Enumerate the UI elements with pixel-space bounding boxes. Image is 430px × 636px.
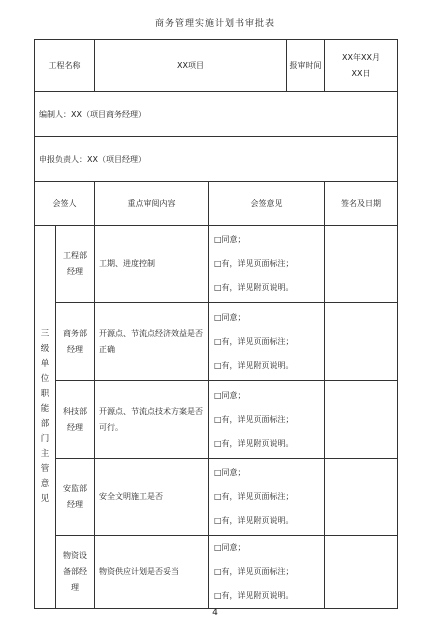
opinion-options bbox=[209, 536, 325, 609]
dept-name: 物资设 备部经 理 bbox=[56, 536, 95, 609]
header-row bbox=[35, 40, 398, 92]
signature-cell[interactable] bbox=[325, 459, 398, 536]
option-see-attachment[interactable]: □有，详见附页说明。 bbox=[214, 360, 294, 370]
option-see-attachment[interactable]: □有，详见附页说明。 bbox=[214, 591, 294, 600]
report-time-label: 报审时间 bbox=[286, 40, 324, 91]
option-see-page-marks[interactable]: □有，详见页面标注； bbox=[214, 336, 294, 346]
option-see-page-marks[interactable]: □有，详见页面标注； bbox=[214, 414, 294, 424]
review-content: 工期、进度控制 bbox=[95, 226, 209, 303]
opinion-options bbox=[209, 459, 325, 536]
column-opinion: 会签意见 bbox=[209, 182, 325, 226]
page-number: 4 bbox=[212, 608, 218, 618]
dept-name: 科技部 经理 bbox=[56, 381, 95, 459]
opinion-options bbox=[209, 226, 325, 303]
signature-cell[interactable] bbox=[325, 536, 398, 609]
table-row bbox=[35, 226, 398, 303]
opinion-options bbox=[209, 381, 325, 459]
form-title: 商务管理实施计划书审批表 bbox=[154, 19, 275, 29]
column-signer: 会签人 bbox=[35, 182, 95, 226]
review-content: 物资供应计划是否妥当 bbox=[95, 536, 209, 609]
option-agree[interactable]: □同意； bbox=[214, 390, 246, 400]
signature-cell[interactable] bbox=[325, 226, 398, 303]
review-content: 开源点、节流点经济效益是否正确 bbox=[95, 303, 209, 381]
column-signature-date: 签名及日期 bbox=[325, 182, 398, 226]
applicant-row bbox=[35, 137, 398, 182]
option-see-attachment[interactable]: □有，详见附页说明。 bbox=[214, 438, 294, 448]
dept-name: 工程部 经理 bbox=[56, 226, 95, 303]
applicant-text: 申报负责人：XX（项目经理） bbox=[35, 137, 398, 182]
side-label-vertical: 三 级 单 位 职 能 部 门 主 管 意 见 bbox=[35, 226, 56, 609]
dept-name: 商务部 经理 bbox=[56, 303, 95, 381]
opinion-options bbox=[209, 303, 325, 381]
table-row bbox=[35, 381, 398, 459]
table-row bbox=[35, 459, 398, 536]
option-agree[interactable]: □同意； bbox=[214, 235, 246, 244]
report-time-line1: XX年XX月 bbox=[342, 52, 380, 62]
option-see-attachment[interactable]: □有，详见附页说明。 bbox=[214, 283, 294, 292]
review-content: 开源点、节流点技术方案是否可行。 bbox=[95, 381, 209, 459]
option-see-attachment[interactable]: □有，详见附页说明。 bbox=[214, 516, 294, 525]
dept-name: 安监部 经理 bbox=[56, 459, 95, 536]
table-row bbox=[35, 536, 398, 609]
option-agree[interactable]: □同意； bbox=[214, 543, 246, 552]
option-see-page-marks[interactable]: □有，详见页面标注； bbox=[214, 259, 294, 268]
report-time-line2: XX日 bbox=[351, 68, 371, 78]
option-see-page-marks[interactable]: □有，详见页面标注； bbox=[214, 567, 294, 576]
project-name-value: XX项目 bbox=[177, 61, 204, 70]
signature-cell[interactable] bbox=[325, 381, 398, 459]
review-content: 安全文明施工是否 bbox=[95, 459, 209, 536]
column-header-row bbox=[35, 182, 398, 226]
option-agree[interactable]: □同意； bbox=[214, 312, 246, 322]
compiler-row bbox=[35, 92, 398, 137]
compiler-text: 编制人：XX（项目商务经理） bbox=[35, 92, 398, 137]
approval-form-table bbox=[34, 39, 398, 609]
option-agree[interactable]: □同意； bbox=[214, 468, 246, 477]
column-key-review: 重点审阅内容 bbox=[95, 182, 209, 226]
option-see-page-marks[interactable]: □有，详见页面标注； bbox=[214, 492, 294, 501]
signature-cell[interactable] bbox=[325, 303, 398, 381]
report-time-value bbox=[325, 40, 398, 92]
project-name-label: 工程名称 bbox=[35, 40, 95, 92]
table-row bbox=[35, 303, 398, 381]
